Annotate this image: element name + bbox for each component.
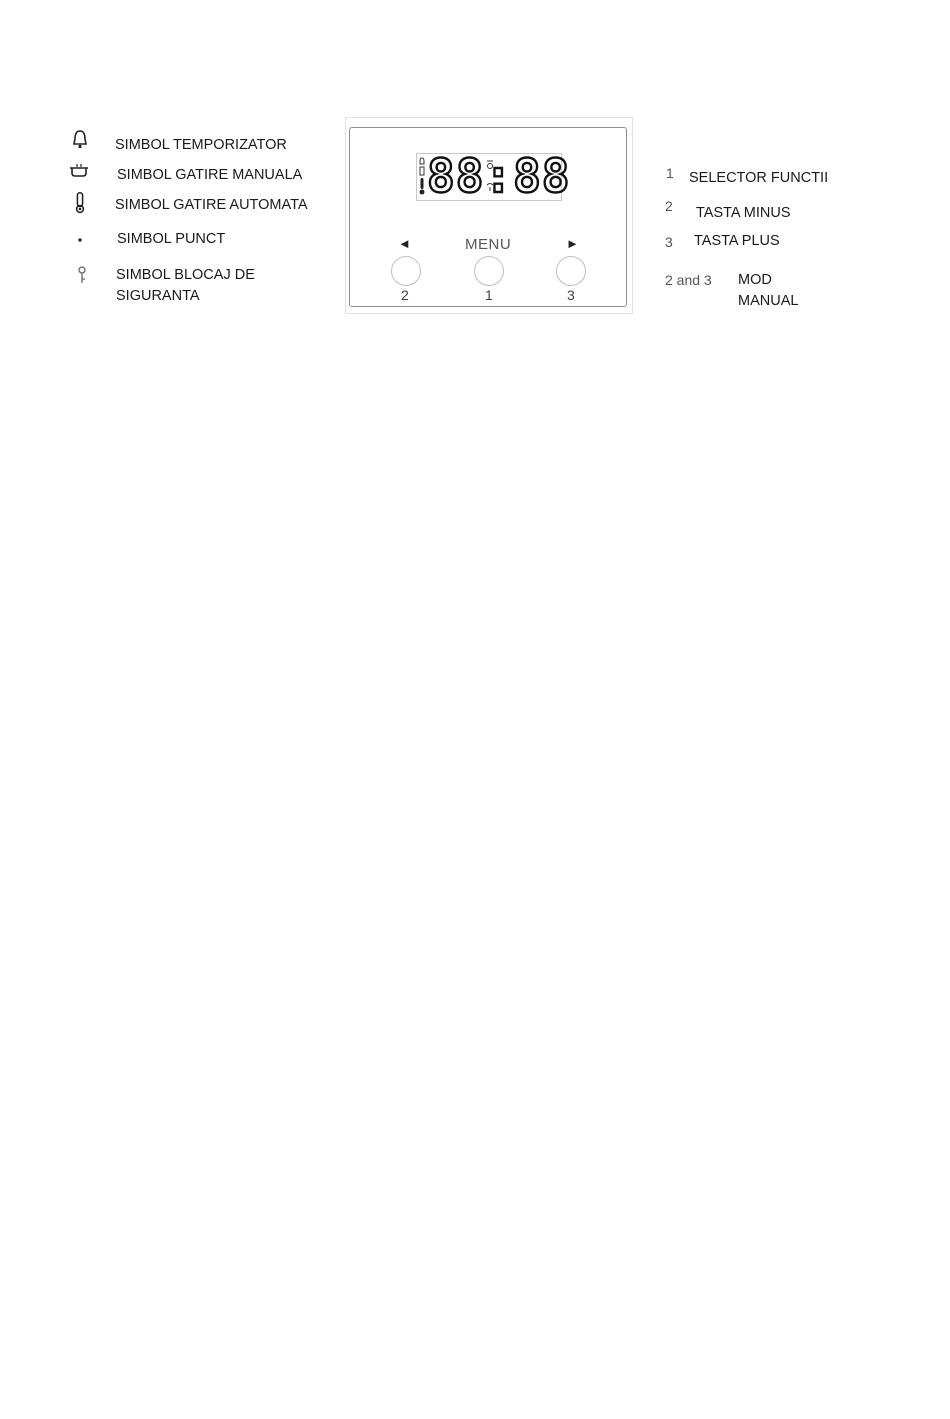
dot-icon [70,228,90,252]
legend-label-safety-lock [116,265,255,307]
legend-label-safety-lock-line2: SIGURANTA [116,288,200,304]
key-label-function-selector: SELECTOR FUNCTII [689,170,829,186]
legend-label-dot: SIMBOL PUNCT [117,231,226,247]
legend-label-manual-cooking: SIMBOL GATIRE MANUALA [117,167,303,183]
button-number-3: 3 [567,287,575,303]
key-label-manual-mode [738,270,798,312]
key-number-1: 1 [666,165,674,181]
right-arrow-icon: ► [566,236,579,251]
menu-label: MENU [465,236,512,253]
key-number-2: 2 [665,198,673,214]
plus-button[interactable] [556,256,586,286]
key-number-2-and-3: 2 and 3 [665,272,712,288]
key-label-manual-mode-line2: MANUAL [738,293,799,309]
left-arrow-icon: ◄ [398,236,411,251]
button-number-1: 1 [485,287,493,303]
legend-label-timer: SIMBOL TEMPORIZATOR [115,137,287,153]
minus-button[interactable] [391,256,421,286]
key-number-3: 3 [665,234,673,250]
legend-label-automatic-cooking: SIMBOL GATIRE AUTOMATA [115,197,308,213]
thermometer-icon [70,191,90,215]
lcd-display [416,149,571,203]
bell-icon [70,128,90,152]
legend-label-safety-lock-line1: SIMBOL BLOCAJ DE [116,267,255,283]
lcd-digits: 88:88 [427,149,571,203]
menu-button[interactable] [474,256,504,286]
key-icon [72,264,92,288]
key-label-minus: TASTA MINUS [696,205,791,221]
button-number-2: 2 [401,287,409,303]
pot-icon [69,160,89,184]
key-label-manual-mode-line1: MOD [738,272,772,288]
key-label-plus: TASTA PLUS [694,233,780,249]
